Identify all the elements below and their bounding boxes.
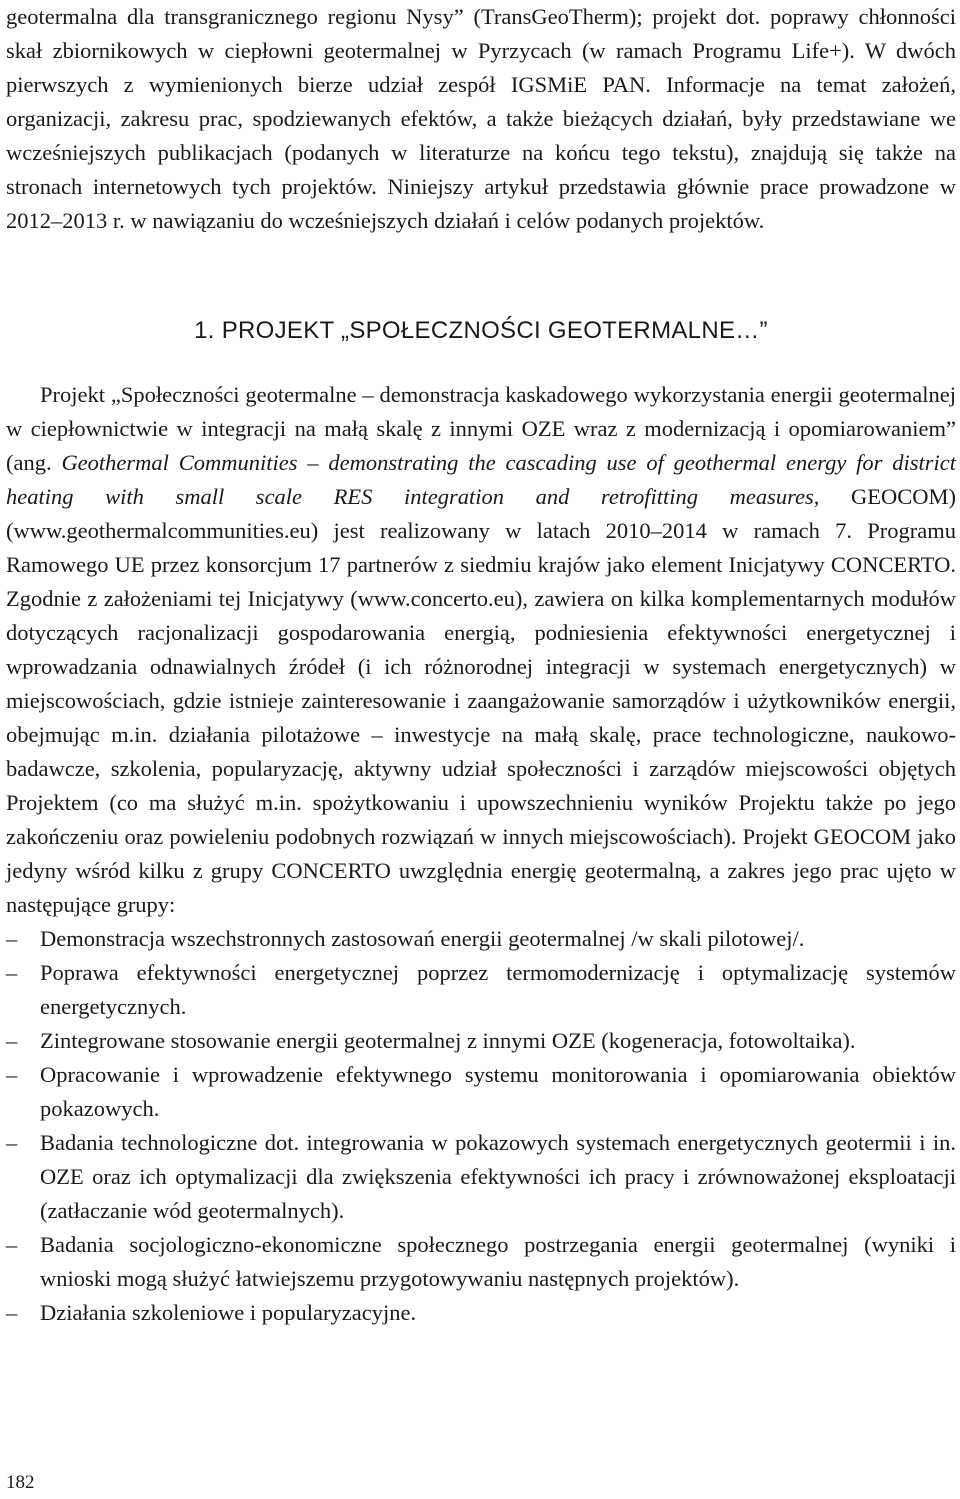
list-item	[6, 1058, 956, 1126]
list-dash: –	[6, 1300, 18, 1325]
list-item-text: Działania szkoleniowe i popularyzacyjne.	[40, 1300, 417, 1325]
list-item	[6, 956, 956, 1024]
section-paragraph-part1: Projekt „Społeczności geotermalne – demonstracja kaskadowego wykorzystania energii geotermalnej w ciepłownictwie w integracji na małą skalę z innymi OZE wraz z modernizacją i opomiarowaniem” (ang.	[6, 382, 956, 475]
section-paragraph	[6, 378, 956, 922]
list-dash: –	[6, 1130, 18, 1155]
section-paragraph-italic: Geothermal Communities – demonstrating the cascading use of geothermal energy for district heating with small scale RES integration and retrofitting measures	[6, 450, 956, 509]
list-item	[6, 1126, 956, 1228]
list-dash: –	[6, 1062, 18, 1087]
work-groups-list	[6, 922, 956, 1330]
section-paragraph-part2: , GEOCOM) (www.geothermalcommunities.eu) jest realizowany w latach 2010–2014 w ramach 7. Programu Ramowego UE przez konsorcjum 17 partnerów z siedmiu krajów jako element Inicjatywy CONCERTO. Zgodnie z założeniami tej Inicjatywy (www.concerto.eu), zawiera on kilka komplementarnych modułów dotyczących racjonalizacji gospodarowania energią, podniesienia efektywności energetycznej i wprowadzania odnawialnych źródeł (i ich różnorodnej integracji w systemach energetycznych) w miejscowościach, gdzie istnieje zainteresowanie i zaangażowanie samorządów i użytkowników energii, obejmując m.in. działania pilotażowe – inwestycje na małą skalę, prace technologiczne, naukowo-badawcze, szkolenia, popularyzację, aktywny udział społeczności i zarządów miejscowości objętych Projektem (co ma służyć m.in. spożytkowaniu i upowszechnieniu wyników Projektu także po jego zakończeniu oraz powieleniu podobnych rozwiązań w innych miejscowościach). Projekt GEOCOM jako jedyny wśród kilku z grupy CONCERTO uwzględnia energię geotermalną, a zakres jego prac ujęto w następujące grupy:	[6, 484, 957, 917]
list-item-text: Badania socjologiczno-ekonomiczne społecznego postrzegania energii geotermalnej (wyniki i wnioski mogą służyć łatwiejszemu przygotowywaniu następnych projektów).	[40, 1232, 956, 1291]
list-item-text: Badania technologiczne dot. integrowania w pokazowych systemach energetycznych geotermii i in. OZE oraz ich optymalizacji dla zwiększenia efektywności ich pracy i zrównoważonej eksploatacji (zatłaczanie wód geotermalnych).	[40, 1130, 956, 1223]
list-dash: –	[6, 960, 18, 985]
list-dash: –	[6, 1028, 18, 1053]
list-item	[6, 1296, 956, 1330]
list-item-text: Opracowanie i wprowadzenie efektywnego systemu monitorowania i opomiarowania obiektów pokazowych.	[40, 1062, 956, 1121]
list-item-text: Zintegrowane stosowanie energii geotermalnej z innymi OZE (kogeneracja, fotowoltaika).	[40, 1028, 856, 1053]
intro-paragraph: geotermalna dla transgranicznego regionu Nysy” (TransGeoTherm); projekt dot. poprawy chłonności skał zbiornikowych w ciepłowni geotermalnej w Pyrzycach (w ramach Programu Life+). W dwóch pierwszych z wymienionych bierze udział zespół IGSMiE PAN. Informacje na temat założeń, organizacji, zakresu prac, spodziewanych efektów, a także bieżących działań, były przedstawiane we wcześniejszych publikacjach (podanych w literaturze na końcu tego tekstu), znajdują się także na stronach internetowych tych projektów. Niniejszy artykuł przedstawia głównie prace prowadzone w 2012–2013 r. w nawiązaniu do wcześniejszych działań i celów podanych projektów.	[6, 4, 956, 233]
list-item	[6, 922, 956, 956]
list-item	[6, 1024, 956, 1058]
document-page	[6, 0, 956, 1330]
section-heading: 1. PROJEKT „SPOŁECZNOŚCI GEOTERMALNE…”	[194, 317, 768, 344]
list-item	[6, 1228, 956, 1296]
page-number: 182	[6, 1472, 35, 1493]
list-item-text: Demonstracja wszechstronnych zastosowań energii geotermalnej /w skali pilotowej/.	[40, 926, 805, 951]
list-dash: –	[6, 1232, 18, 1257]
list-item-text: Poprawa efektywności energetycznej poprzez termomodernizację i optymalizację systemów energetycznych.	[40, 960, 956, 1019]
list-dash: –	[6, 926, 18, 951]
